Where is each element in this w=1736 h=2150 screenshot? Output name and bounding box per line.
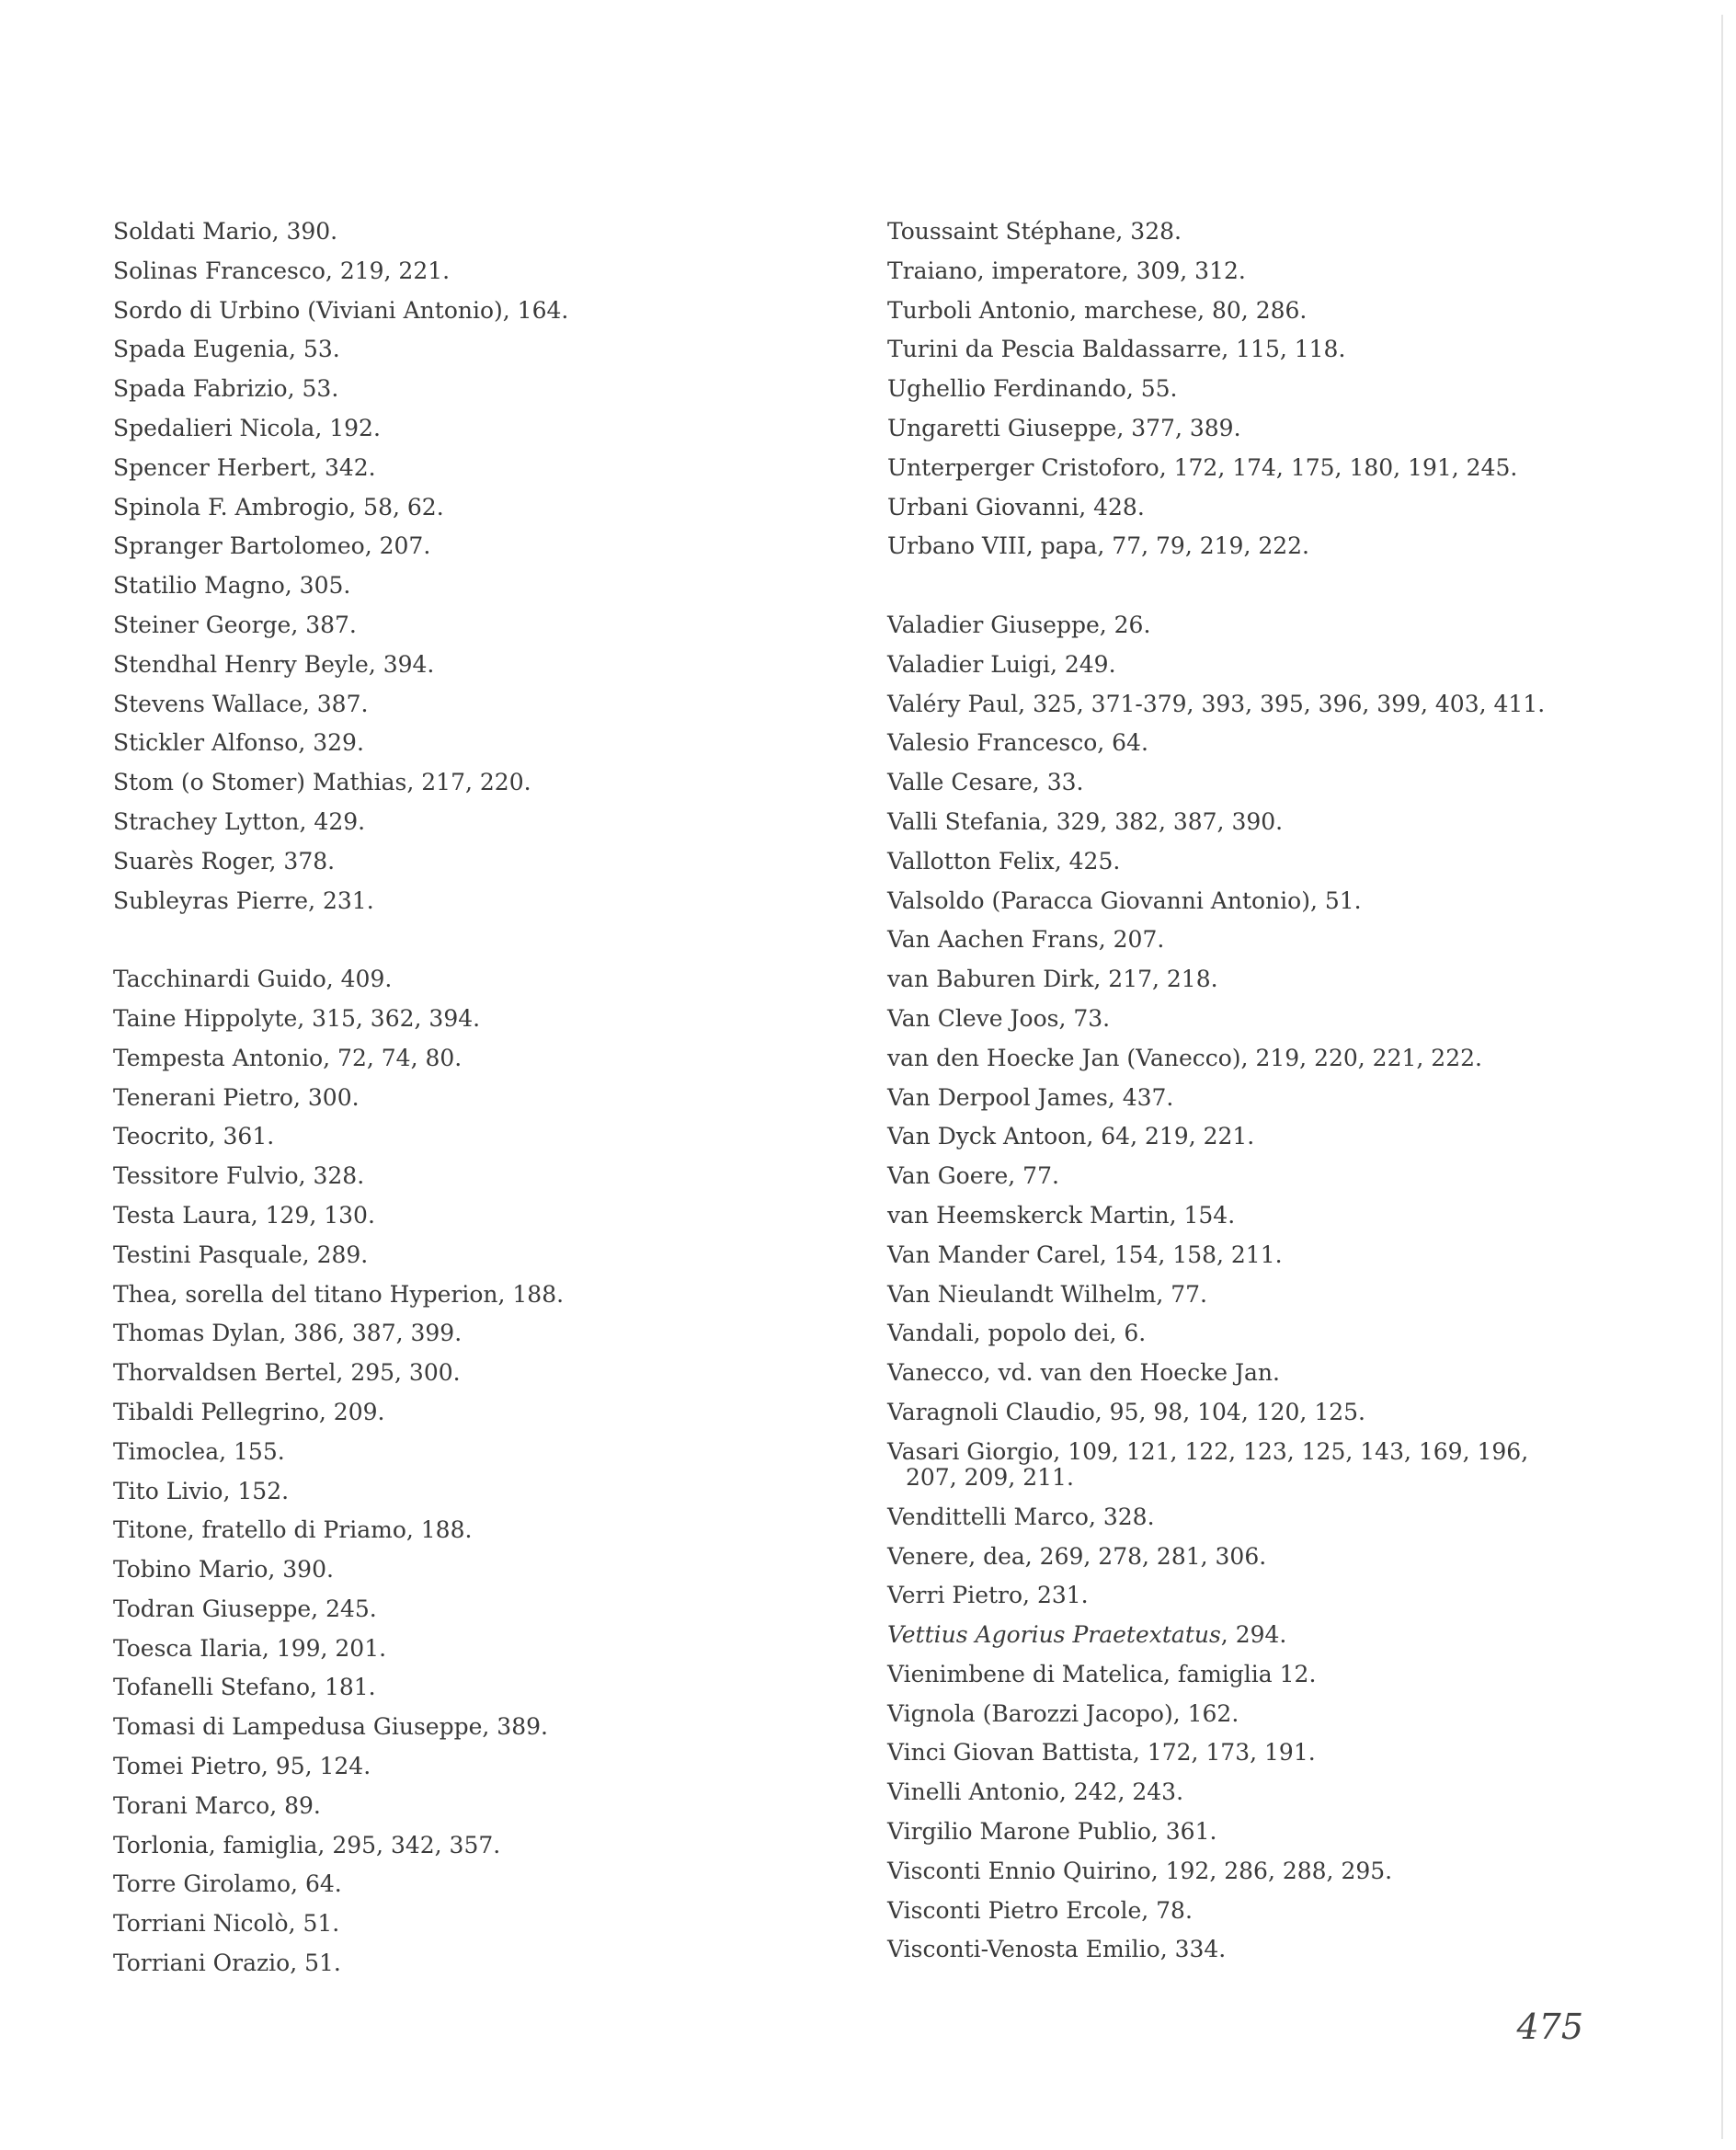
index-entry: Vendittelli Marco, 328. (887, 1503, 1155, 1530)
index-entry: Turboli Antonio, marchese, 80, 286. (887, 296, 1308, 324)
index-entry: Statilio Magno, 305. (113, 572, 351, 600)
index-entry: Solinas Francesco, 219, 221. (113, 257, 451, 284)
index-entry: Stom (o Stomer) Mathias, 217, 220. (113, 769, 531, 796)
index-entry: Van Cleve Joos, 73. (887, 1004, 1111, 1032)
index-entry: Unterperger Cristoforo, 172, 174, 175, 180, 191, 245. (887, 453, 1518, 481)
index-entry: Suarès Roger, 378. (113, 847, 336, 875)
index-entry: Verri Pietro, 231. (887, 1582, 1089, 1609)
index-entry: Titone, fratello di Priamo, 188. (113, 1516, 473, 1544)
index-entry: Spedalieri Nicola, 192. (113, 414, 381, 441)
index-entry: Visconti Pietro Ercole, 78. (887, 1896, 1193, 1924)
index-entry: Tessitore Fulvio, 328. (113, 1162, 365, 1190)
index-entry: Tacchinardi Guido, 409. (113, 966, 393, 993)
index-entry: Torriani Orazio, 51. (113, 1950, 341, 1977)
section-gap (887, 566, 1586, 606)
index-entry: Ughellio Ferdinando, 55. (887, 375, 1178, 403)
index-entry: Subleyras Pierre, 231. (113, 886, 374, 914)
index-entry: Valli Stefania, 329, 382, 387, 390. (887, 807, 1284, 835)
index-entry: Tito Livio, 152. (113, 1477, 290, 1504)
index-entry: Testa Laura, 129, 130. (113, 1201, 375, 1229)
index-entry: Valéry Paul, 325, 371-379, 393, 395, 396, 399, 403, 411. (887, 690, 1546, 717)
index-entry: Taine Hippolyte, 315, 362, 394. (113, 1004, 481, 1032)
index-entry: Strachey Lytton, 429. (113, 807, 366, 835)
index-entry: Vinci Giovan Battista, 172, 173, 191. (887, 1739, 1316, 1767)
index-entry: Vandali, popolo dei, 6. (887, 1320, 1147, 1347)
page-number: 475 (1516, 2007, 1583, 2047)
index-entry: Vasari Giorgio, 109, 121, 122, 123, 125, 143, 169, 196, 207, 209, 211. (887, 1437, 1529, 1491)
index-entry: Tobino Mario, 390. (113, 1556, 334, 1584)
index-entry: Vinelli Antonio, 242, 243. (887, 1778, 1184, 1806)
index-entry: Torani Marco, 89. (113, 1791, 321, 1819)
index-entry: van Baburen Dirk, 217, 218. (887, 966, 1218, 993)
index-entry: Turini da Pescia Baldassarre, 115, 118. (887, 336, 1346, 363)
index-entry: Stendhal Henry Beyle, 394. (113, 650, 435, 678)
index-entry: Vettius Agorius Praetextatus, 294. (887, 1621, 1287, 1649)
index-entry: Vanecco, vd. van den Hoecke Jan. (887, 1359, 1280, 1387)
index-entry: Vienimbene di Matelica, famiglia 12. (887, 1660, 1317, 1687)
index-entry: Thea, sorella del titano Hyperion, 188. (113, 1280, 565, 1308)
index-entry: Valesio Francesco, 64. (887, 729, 1148, 757)
index-entry: Visconti-Venosta Emilio, 334. (887, 1936, 1227, 1963)
index-entry: Sordo di Urbino (Viviani Antonio), 164. (113, 296, 569, 324)
index-entry: Tibaldi Pellegrino, 209. (113, 1398, 385, 1425)
index-entry: Tomasi di Lampedusa Giuseppe, 389. (113, 1713, 548, 1741)
index-entry: Testini Pasquale, 289. (113, 1241, 369, 1268)
index-entry: Valle Cesare, 33. (887, 769, 1084, 796)
index-entry: Van Goere, 77. (887, 1162, 1059, 1190)
index-entry: Ungaretti Giuseppe, 377, 389. (887, 414, 1241, 441)
index-entry: Steiner George, 387. (113, 611, 357, 638)
index-entry: Stickler Alfonso, 329. (113, 729, 364, 757)
index-column-right (887, 212, 1586, 1970)
index-entry: Tomei Pietro, 95, 124. (113, 1753, 371, 1780)
index-entry: Urbano VIII, papa, 77, 79, 219, 222. (887, 532, 1309, 560)
index-entry: Van Derpool James, 437. (887, 1083, 1174, 1111)
index-entry: Thorvaldsen Bertel, 295, 300. (113, 1359, 461, 1387)
index-entry: Traiano, imperatore, 309, 312. (887, 257, 1246, 284)
index-entry: Spada Fabrizio, 53. (113, 375, 339, 403)
index-entry: Virgilio Marone Publio, 361. (887, 1818, 1217, 1846)
index-entry: Van Aachen Frans, 207. (887, 926, 1165, 954)
index-entry: Vallotton Felix, 425. (887, 847, 1121, 875)
index-entry: Spada Eugenia, 53. (113, 336, 340, 363)
index-entry: Spranger Bartolomeo, 207. (113, 532, 431, 560)
index-entry: Visconti Ennio Quirino, 192, 286, 288, 295. (887, 1857, 1393, 1884)
index-entry: Varagnoli Claudio, 95, 98, 104, 120, 125. (887, 1398, 1365, 1425)
index-entry: van den Hoecke Jan (Vanecco), 219, 220, 221, 222. (887, 1044, 1482, 1071)
index-entry: Venere, dea, 269, 278, 281, 306. (887, 1542, 1267, 1570)
index-entry: Spinola F. Ambrogio, 58, 62. (113, 493, 444, 520)
index-entry: Torre Girolamo, 64. (113, 1870, 342, 1898)
index-entry: Teocrito, 361. (113, 1123, 275, 1150)
index-entry: Van Nieulandt Wilhelm, 77. (887, 1280, 1207, 1308)
index-entry: Stevens Wallace, 387. (113, 690, 369, 717)
index-entry: Torlonia, famiglia, 295, 342, 357. (113, 1831, 501, 1858)
index-entry: Soldati Mario, 390. (113, 218, 338, 245)
index-entry: Tenerani Pietro, 300. (113, 1083, 360, 1111)
index-entry: Van Mander Carel, 154, 158, 211. (887, 1241, 1283, 1268)
index-entry: Spencer Herbert, 342. (113, 453, 376, 481)
index-entry: Tofanelli Stefano, 181. (113, 1674, 376, 1701)
index-entry: Todran Giuseppe, 245. (113, 1595, 377, 1622)
page-edge-shadow (1721, 15, 1723, 2139)
index-entry: Vignola (Barozzi Jacopo), 162. (887, 1699, 1239, 1727)
index-column-left (113, 212, 812, 1984)
index-entry: Valadier Luigi, 249. (887, 650, 1116, 678)
section-gap (113, 921, 812, 960)
index-entry: Van Dyck Antoon, 64, 219, 221. (887, 1123, 1255, 1150)
index-entry: Tempesta Antonio, 72, 74, 80. (113, 1044, 463, 1071)
index-entry: Torriani Nicolò, 51. (113, 1910, 340, 1938)
index-entry: Timoclea, 155. (113, 1437, 285, 1465)
index-entry: van Heemskerck Martin, 154. (887, 1201, 1236, 1229)
index-entry: Valsoldo (Paracca Giovanni Antonio), 51. (887, 886, 1362, 914)
index-entry: Valadier Giuseppe, 26. (887, 611, 1151, 638)
index-entry: Toesca Ilaria, 199, 201. (113, 1634, 387, 1662)
index-entry: Thomas Dylan, 386, 387, 399. (113, 1320, 463, 1347)
index-entry: Urbani Giovanni, 428. (887, 493, 1145, 520)
index-entry: Toussaint Stéphane, 328. (887, 218, 1182, 245)
